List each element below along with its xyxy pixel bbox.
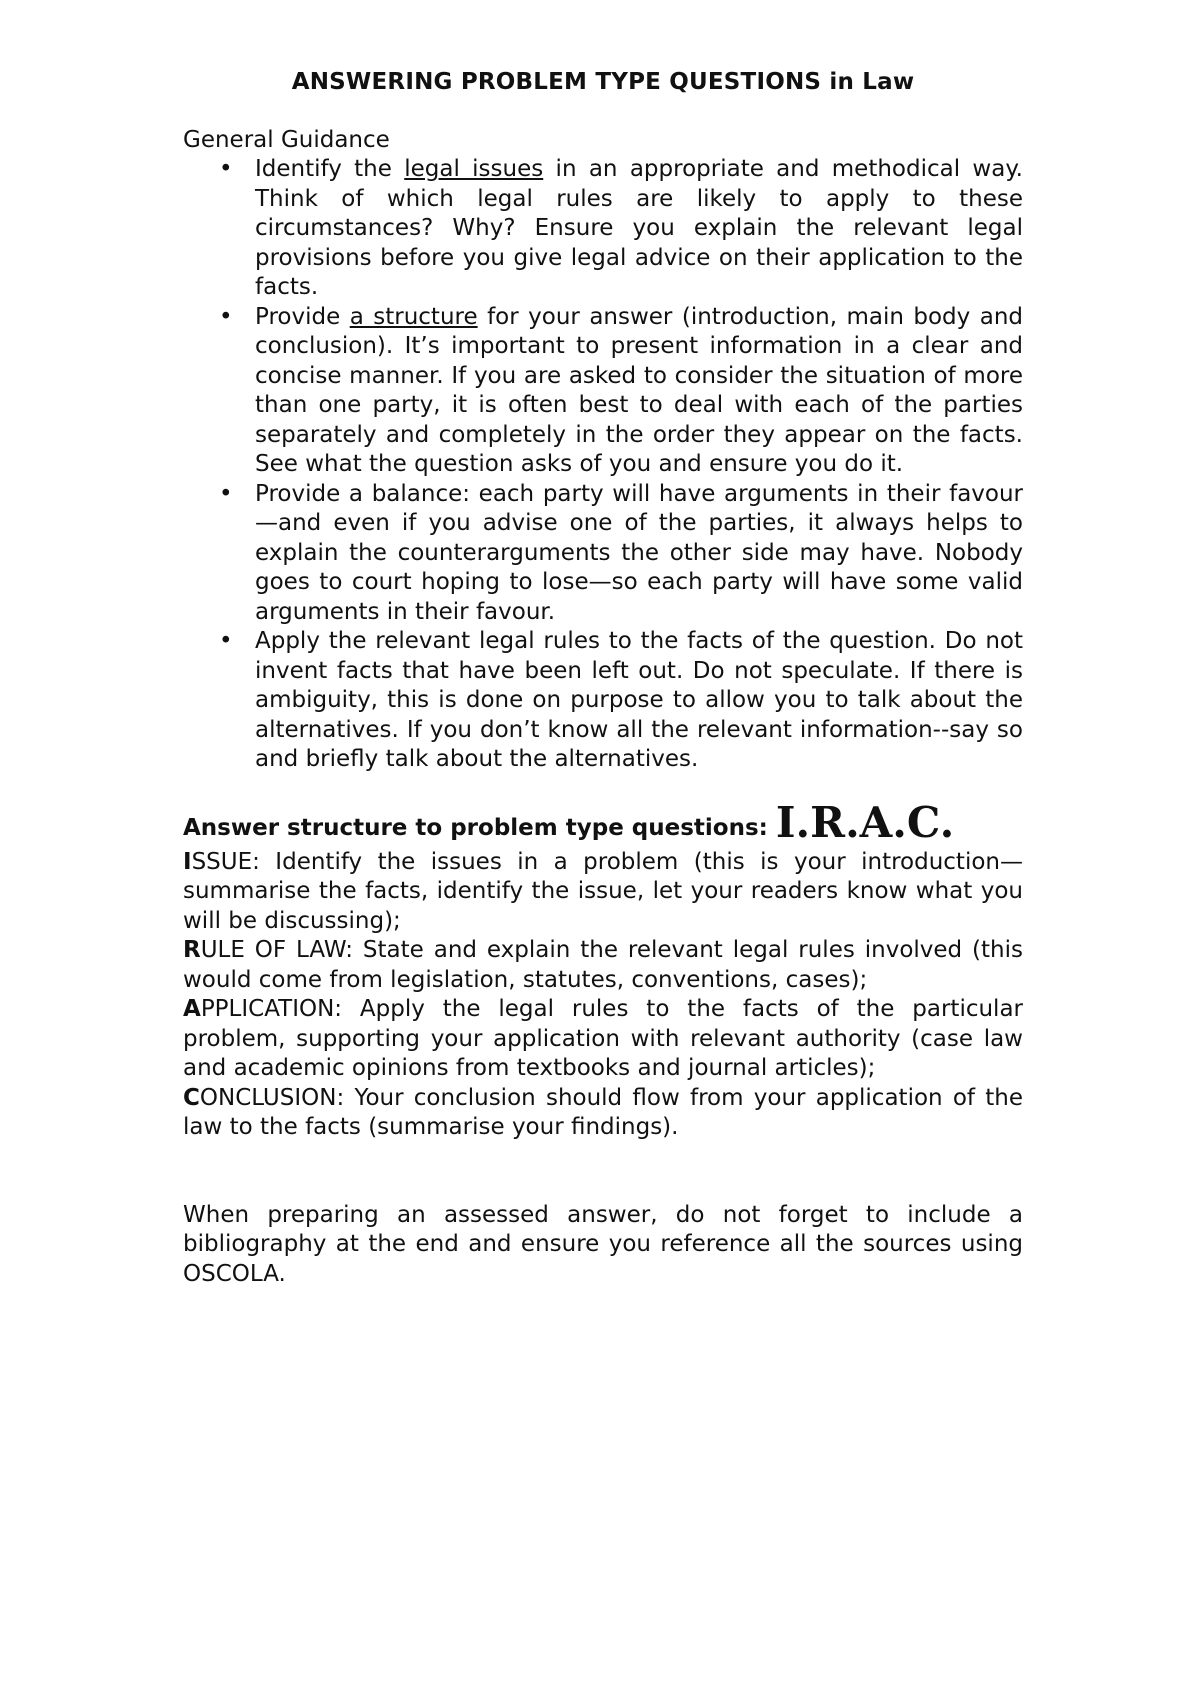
irac-issue [183,848,1023,937]
document-title: ANSWERING PROBLEM TYPE QUESTIONS in Law [291,69,915,95]
bullet-icon: • [219,156,233,182]
irac-text: ONCLUSION: Your conclusion should flow from your application of the law to the facts (summarise your findings). [183,1084,1023,1140]
list-item-text: Provide a balance: each party will have arguments in their favour—and even if you advise one of the parties, it always helps to explain the counterarguments the other side may have. Nobody goes to court hoping to lose—so each party will have some valid arguments in their favour. [255,480,1023,625]
irac-conclusion [183,1084,1023,1143]
underlined-term: a structure [349,303,478,330]
irac-application [183,995,1023,1084]
irac-text: ULE OF LAW: State and explain the relevant legal rules involved (this would come from legislation, statutes, conventions, cases); [183,937,1023,993]
irac-heading [183,797,1023,848]
irac-acronym: I.R.A.C. [775,797,955,847]
underlined-term: legal issues [404,156,544,182]
closing-paragraph: When preparing an assessed answer, do not forget to include a bibliography at the end and ensure you reference all the sources using OSCOLA. [183,1201,1023,1287]
general-guidance-heading: General Guidance [183,126,390,153]
bullet-icon: • [219,628,233,654]
list-item-text: for your answer (introduction, main body and conclusion). It’s important to present information in a clear and concise manner. If you are asked to consider the situation of more than one party, it is often best to deal with each of the parties separately and completely in the order they appear on the facts. See what the question asks of you and ensure you do it. [255,303,1023,477]
irac-letter: C [183,1084,200,1111]
list-item-text: in an appropriate and methodical way. Think of which legal rules are likely to apply to these circumstances? Why? Ensure you explain the relevant legal provisions before you give legal advice on their application to the facts. [255,156,1023,300]
list-item [183,155,1023,303]
bullet-icon: • [219,480,233,507]
irac-rule [183,936,1023,995]
bullet-icon: • [219,303,233,330]
list-item-text: Identify the [255,156,405,182]
document-page [183,68,1023,1312]
irac-text: PPLICATION: Apply the legal rules to the facts of the particular problem, supporting your application with relevant authority (case law and academic opinions from textbooks and journal articles); [183,996,1023,1081]
irac-letter: A [183,996,201,1022]
list-item [183,480,1023,628]
list-item-text: Apply the relevant legal rules to the facts of the question. Do not invent facts that have been left out. Do not speculate. If there is ambiguity, this is done on purpose to allow you to talk about the alternatives. If you don’t know all the relevant information--say so and briefly talk about the alternatives. [255,628,1023,772]
list-item [183,627,1023,775]
guidance-list [183,155,1023,775]
irac-heading-text: Answer structure to problem type questions: [183,814,776,841]
irac-letter: I [183,848,192,875]
list-item-text: Provide [255,303,350,330]
irac-text: SSUE: Identify the issues in a problem (this is your introduction—summarise the facts, identify the issue, let your readers know what you will be discussing); [183,848,1023,934]
irac-letter: R [183,937,201,963]
list-item [183,303,1023,480]
